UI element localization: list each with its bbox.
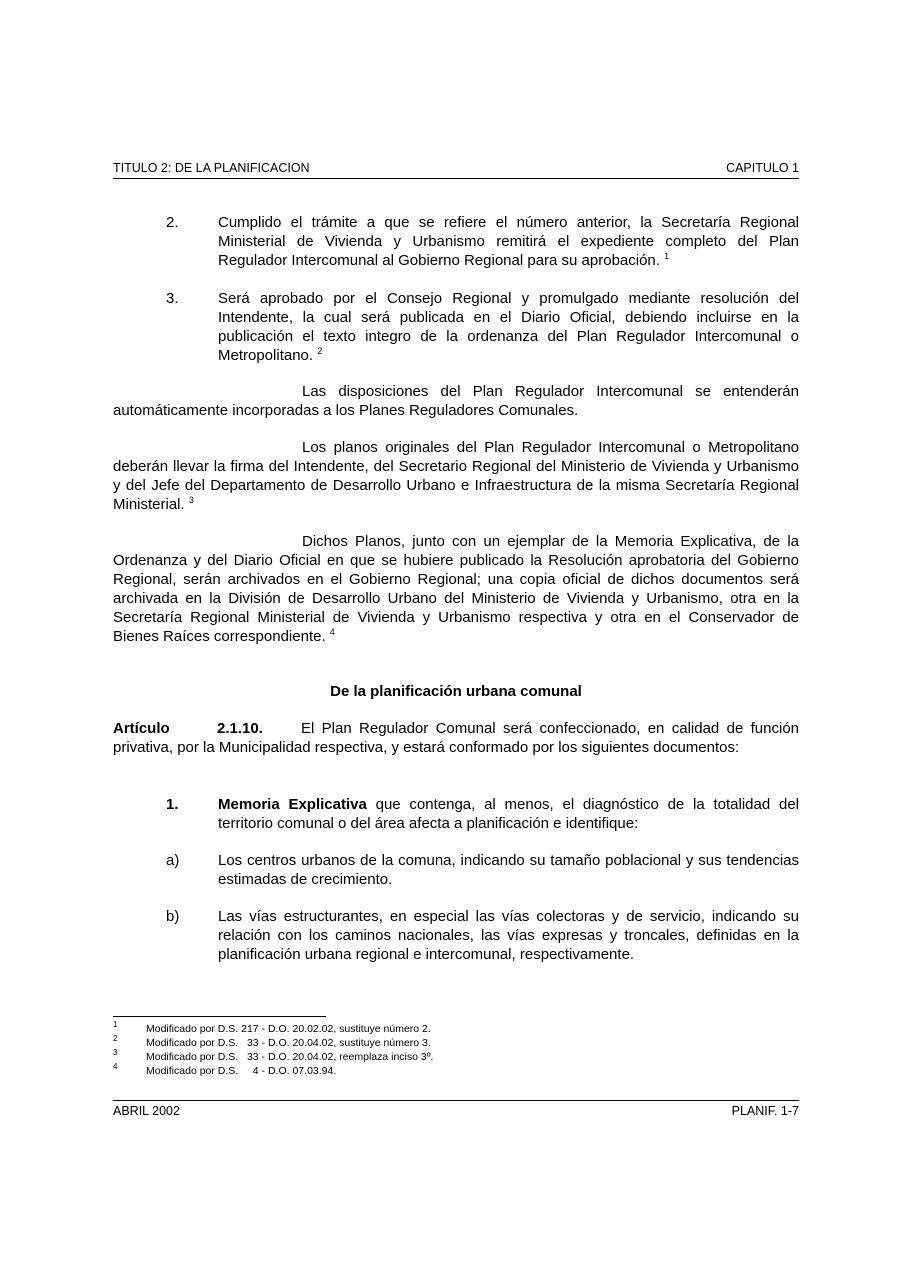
page-footer [113, 1104, 799, 1119]
footnote-text: Modificado por D.S. 217 - D.O. 20.02.02, sustituye número 2. [146, 1023, 431, 1035]
list-item-lead: Memoria Explicativa [218, 796, 367, 813]
footnote [113, 1050, 799, 1064]
list-item-number: a) [166, 852, 180, 869]
list-item [113, 289, 799, 365]
list-item-text: Los centros urbanos de la comuna, indicando su tamaño poblacional y sus tendencias estimadas de crecimiento. [218, 852, 799, 888]
paragraph: Las disposiciones del Plan Regulador Intercomunal se entenderán automáticamente incorporadas a los Planes Reguladores Comunales. [113, 383, 799, 419]
article-label: Artículo [113, 720, 170, 737]
section-title: De la planificación urbana comunal [330, 683, 582, 700]
footnote [113, 1022, 799, 1036]
list-item [113, 851, 799, 889]
footer-page-number: PLANIF. 1-7 [731, 1104, 799, 1118]
footnote-mark: 4 [113, 1062, 118, 1071]
page-header [113, 161, 799, 176]
list-item-text: Cumplido el trámite a que se refiere el número anterior, la Secretaría Regional Ministerial de Vivienda y Urbanismo remitirá el expediente completo del Plan Regulador Intercomunal al Gobierno Regional para su aprobación. $^1$ [218, 214, 799, 269]
list-item-number: b) [166, 908, 180, 925]
article-number: 2.1.10. [217, 720, 263, 737]
footnote-text: Modificado por D.S. 4 - D.O. 07.03.94. [146, 1065, 337, 1077]
footnote [113, 1064, 799, 1078]
list-item-number: 1. [166, 796, 179, 813]
footnote-text: Modificado por D.S. 33 - D.O. 20.04.02, reemplaza inciso 3º. [146, 1051, 434, 1063]
paragraph: Dichos Planos, junto con un ejemplar de la Memoria Explicativa, de la Ordenanza y del Diario Oficial en que se hubiere publicado la Resolución aprobatoria del Gobierno Regional, serán archivados en el Gobierno Regional; una copia oficial de dichos documentos será archivada en la División de Desarrollo Urbano del Ministerio de Vivienda y Urbanismo, otra en la Secretaría Regional Ministerial de Vivienda y Urbanismo respectiva y otra en el Conservador de Bienes Raíces correspondiente. $^4$ [113, 533, 799, 645]
list-item-text: Memoria Explicativa que contenga, al menos, el diagnóstico de la totalidad del territorio comunal o del área afecta a planificación e identifique: [218, 796, 799, 832]
footnote-mark: 2 [113, 1034, 118, 1043]
footnote [113, 1036, 799, 1050]
header-chapter: CAPITULO 1 [726, 161, 799, 175]
footnote-mark: 3 [113, 1048, 118, 1057]
footnote-ref: 2 [317, 346, 323, 356]
article [113, 719, 799, 757]
footer-rule [113, 1100, 799, 1101]
footnote-separator [113, 1016, 326, 1017]
list-item-text: Las vías estructurantes, en especial las vías colectoras y de servicio, indicando su relación con los caminos nacionales, las vías expresas y troncales, definidas en la planificación urbana regional e intercomunal, respectivamente. [218, 908, 799, 963]
footnote-ref: 4 [329, 627, 335, 637]
footnotes [113, 1022, 799, 1078]
list-item [113, 795, 799, 833]
footer-date: ABRIL 2002 [113, 1104, 180, 1118]
list-item [113, 213, 799, 270]
footnote-ref: 1 [664, 251, 670, 261]
header-title: TITULO 2: DE LA PLANIFICACION [113, 161, 310, 175]
list-item-text: Será aprobado por el Consejo Regional y promulgado mediante resolución del Intendente, la cual será publicada en el Diario Oficial, debiendo incluirse en la publicación el texto integro de la ordenanza del Plan Regulador Intercomunal o Metropolitano. $^2$ [218, 290, 799, 364]
header-rule [113, 178, 799, 179]
list-item [113, 907, 799, 964]
article-text: El Plan Regulador Comunal será confeccionado, en calidad de función privativa, por la Municipalidad respectiva, y estará conformado por los siguientes documentos: [113, 720, 799, 756]
footnote-ref: 3 [188, 495, 194, 505]
list-item-number: 2. [166, 214, 179, 231]
paragraph: Los planos originales del Plan Regulador Intercomunal o Metropolitano deberán llevar la firma del Intendente, del Secretario Regional del Ministerio de Vivienda y Urbanismo y del Jefe del Departamento de Desarrollo Urbano e Infraestructura de la misma Secretaría Regional Ministerial. $^3$ [113, 439, 799, 513]
footnote-mark: 1 [113, 1020, 118, 1029]
footnote-text: Modificado por D.S. 33 - D.O. 20.04.02, sustituye número 3. [146, 1037, 431, 1049]
list-item-number: 3. [166, 290, 179, 307]
